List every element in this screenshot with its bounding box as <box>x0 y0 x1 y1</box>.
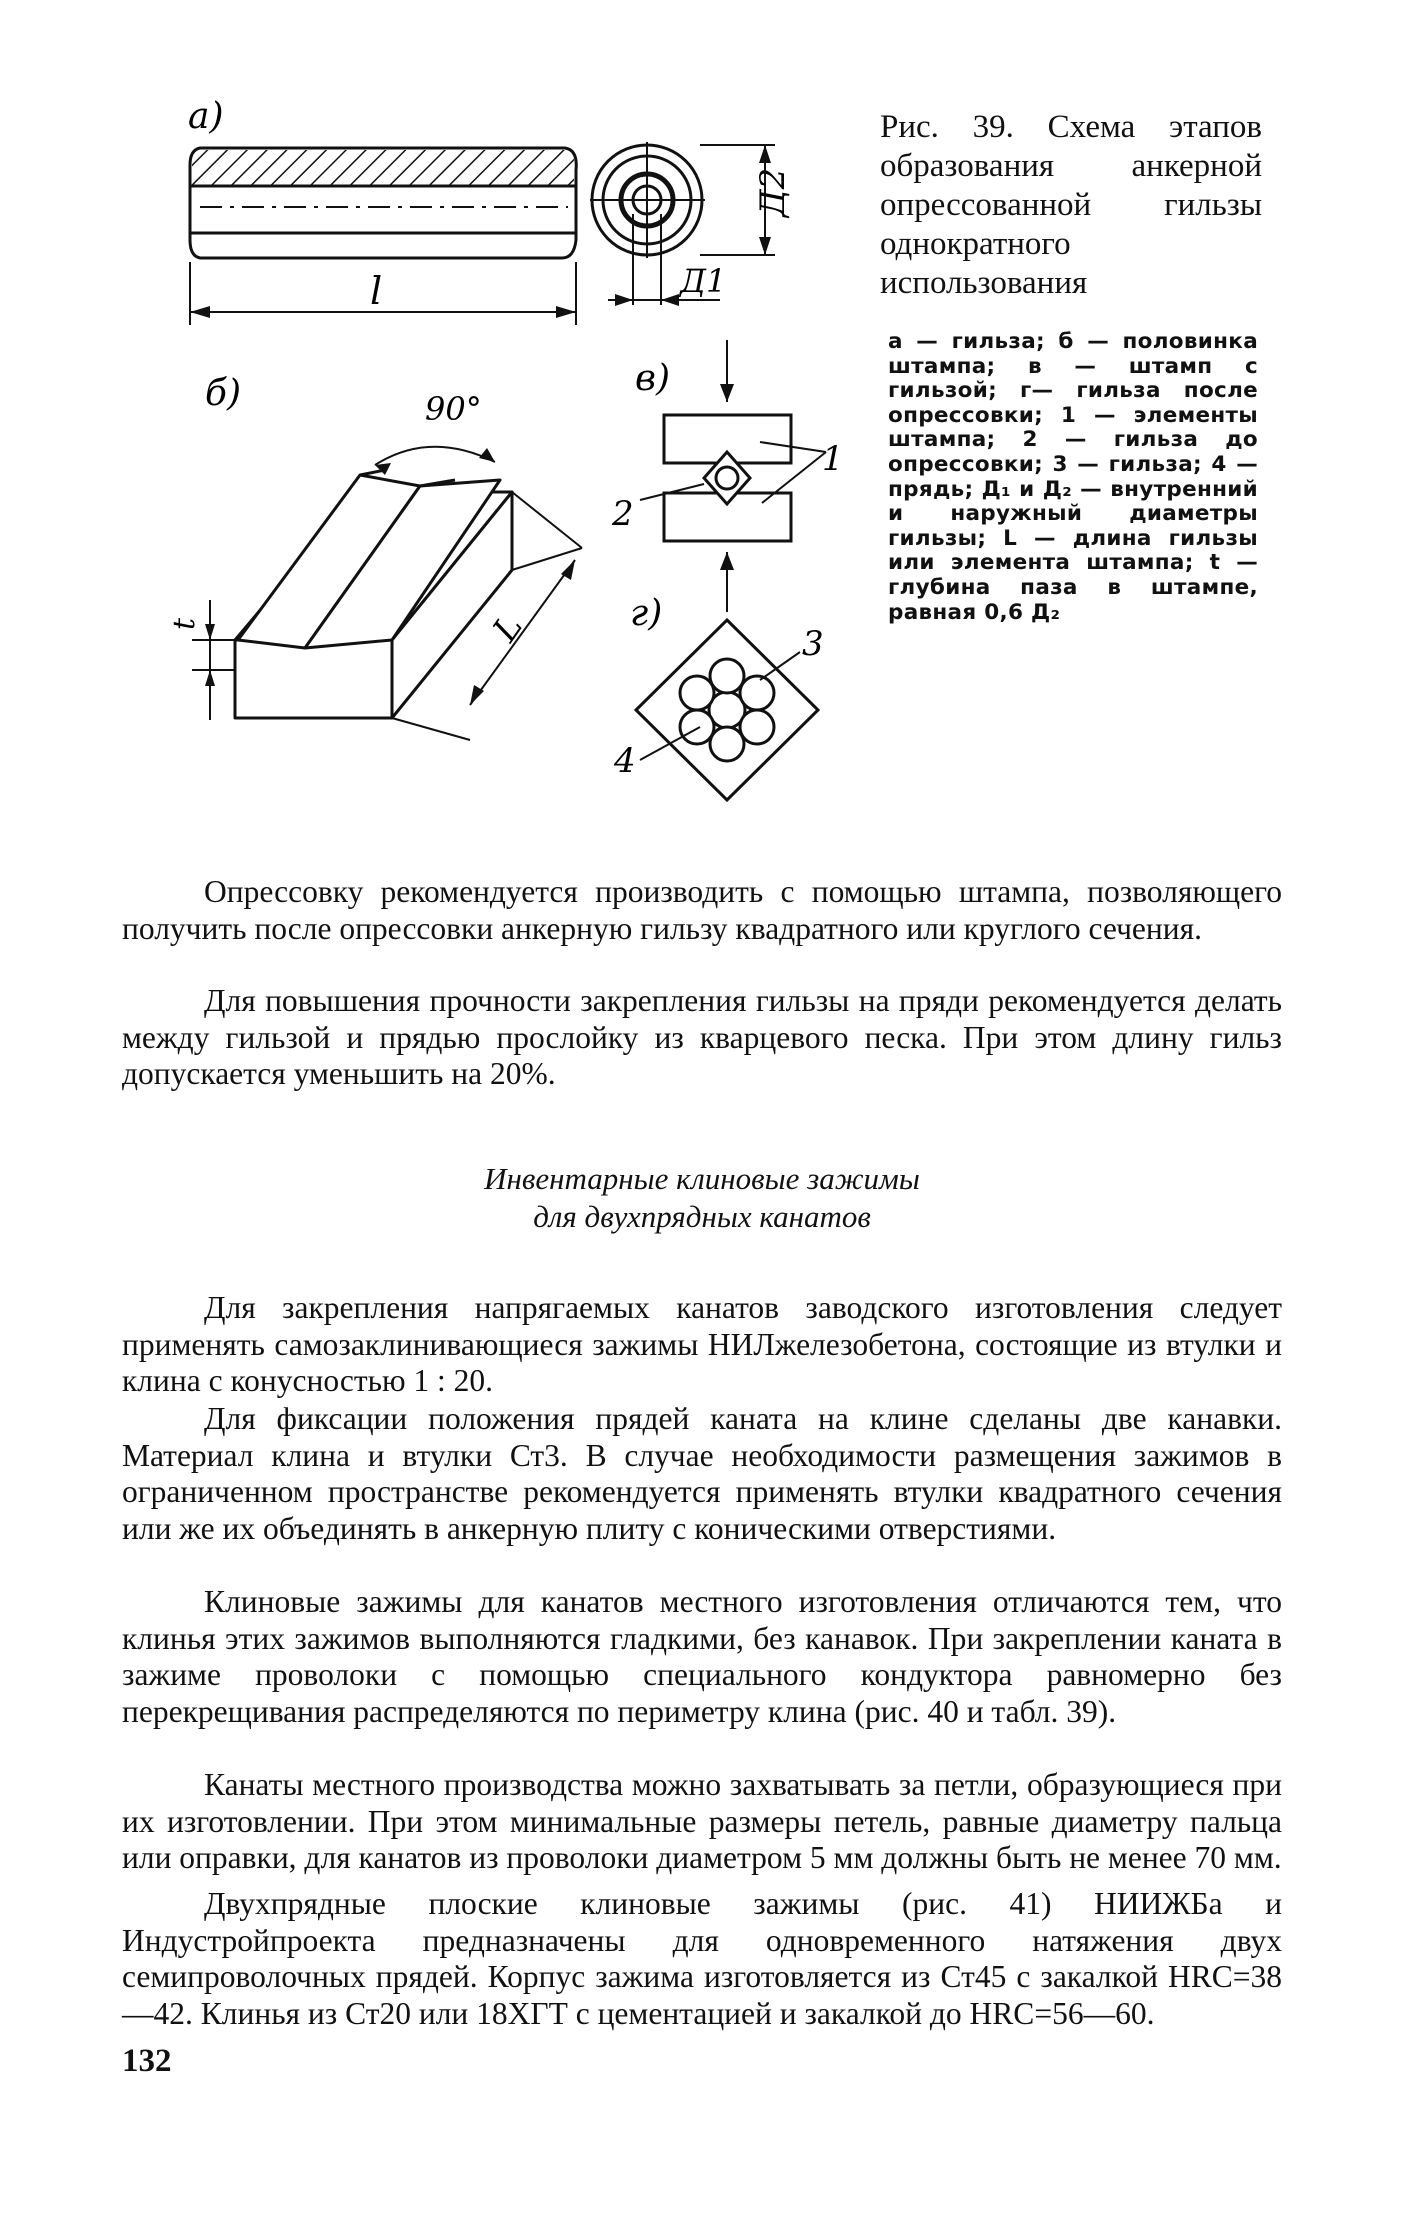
length-label: l <box>370 269 383 313</box>
figure-caption-title: Рис. 39. Схема этапов образования анкерной опрессованной гильзы однократного использования <box>880 109 1262 301</box>
figure-caption-legend: а — гильза; б — половинка штампа; в — штамп с гильзой; г— гильза после опрессовки; 1 — элементы штампа; 2 — гильза до опрессовки; 3 — гильза; 4 — прядь; Д₁ и Д₂ — внутренний и наружный диаметры гильзы; L — длина гильзы или элемента штампа; t — глубина паза в штампе, равная 0,6 Д₂ <box>888 329 1258 625</box>
paragraph-5: Клиновые зажимы для канатов местного изготовления отличаются тем, что клинья этих зажимов выполняются гладкими, без канавок. При закреплении каната в зажиме проволоки с помощью специального кондуктора равномерно без перекрещивания распределяются по периметру клина (рис. 40 и табл. 39). <box>122 1584 1282 1729</box>
depth-label: t <box>167 617 202 630</box>
callout-4: 4 <box>614 741 636 781</box>
panel-label-g: г) <box>630 593 663 634</box>
sleeve-side-view <box>190 148 576 325</box>
figure-39 <box>0 0 1417 900</box>
section-heading-line-2: для двухпрядных канатов <box>533 1199 871 1234</box>
pressed-sleeve-drawing <box>636 620 818 800</box>
panel-label-v: в) <box>635 358 670 399</box>
paragraph-7: Двухпрядные плоские клиновые зажимы (рис. 41) НИИЖБа и Индустройпроекта предназначены для одновременного натяжения двух семипроволочных прядей. Корпус зажима изготовляется из Ст45 с закалкой HRC=38—42. Клинья из Ст20 или 18ХГТ с цементацией и закалкой до HRC=56—60. <box>122 1886 1282 2031</box>
paragraph-3: Для закрепления напрягаемых канатов заводского изготовления следует применять самозаклинивающиеся зажимы НИЛжелезобетона, состоящие из втулки и клина с конусностью 1 : 20. <box>122 1290 1282 1398</box>
panel-label-a: а) <box>188 96 224 137</box>
panel-label-b: б) <box>205 373 242 414</box>
callout-1: 1 <box>822 439 844 479</box>
paragraph-4: Для фиксации положения прядей каната на клине сделаны две канавки. Материал клина и втулки Ст3. В случае необходимости размещения зажимов в ограниченном пространстве рекомендуется применять втулки квадратного сечения или же их объединять в анкерную плиту с коническими отверстиями. <box>122 1401 1282 1546</box>
paragraph-2: Для повышения прочности закрепления гильзы на пряди рекомендуется делать между гильзой и прядью прослойку из кварцевого песка. При этом длину гильз допускается уменьшить на 20%. <box>122 983 1282 1091</box>
callout-2: 2 <box>612 494 634 534</box>
die-length-label: L <box>485 607 531 650</box>
angle-label: 90° <box>425 390 482 428</box>
page-number: 132 <box>122 2043 172 2079</box>
section-heading <box>122 1160 1282 1236</box>
die-half-drawing <box>192 447 582 740</box>
paragraph-1: Опрессовку рекомендуется производить с помощью штампа, позволяющего получить после опрессовки анкерную гильзу квадратного или круглого сечения. <box>122 874 1282 946</box>
paragraph-6: Канаты местного производства можно захватывать за петли, образующиеся при их изготовлении. При этом минимальные размеры петель, равные диаметру пальца или оправки, для канатов из проволоки диаметром 5 мм должны быть не менее 70 мм. <box>122 1767 1282 1875</box>
outer-diameter-label: Д2 <box>753 167 793 217</box>
section-heading-line-1: Инвентарные клиновые зажимы <box>484 1161 920 1196</box>
callout-3: 3 <box>802 624 824 664</box>
inner-diameter-label: Д1 <box>680 262 727 300</box>
